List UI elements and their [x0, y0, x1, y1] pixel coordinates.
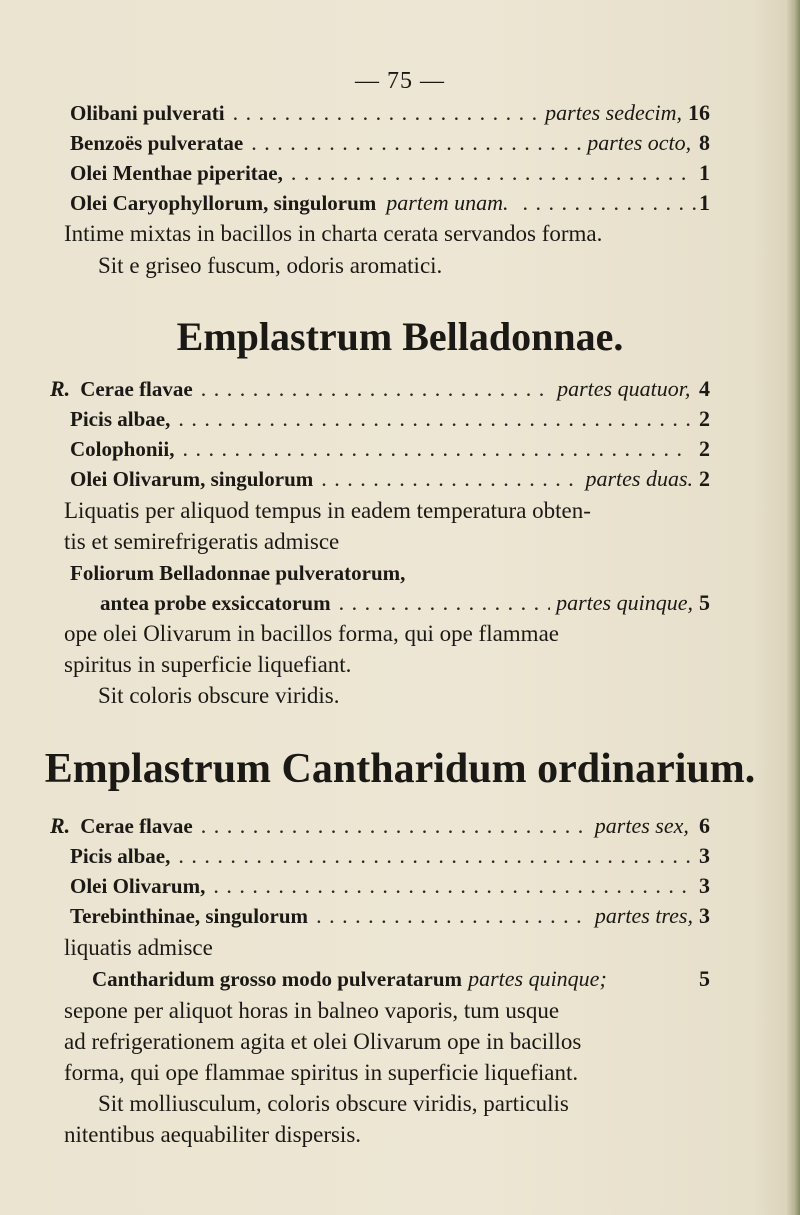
instruction-line: ad refrigerationem agita et olei Olivarum ope in bacillos [64, 1029, 582, 1054]
leader-dots [193, 811, 589, 841]
ingredient-quantity: 8 [699, 130, 710, 155]
ingredient-quantity: 5 [699, 590, 710, 615]
section-heading-belladonnae: Emplastrum Belladonnae. [176, 314, 624, 359]
ingredient-portion: partes sedecim, [545, 100, 682, 125]
ingredient-name: Cerae flavae [80, 377, 193, 401]
description-line: Sit molliusculum, coloris obscure viridis, particulis [98, 1091, 569, 1116]
ingredient-line [92, 964, 710, 994]
ingredient-line [50, 811, 710, 841]
ingredient-line [50, 374, 710, 404]
ingredient-quantity: 2 [699, 466, 710, 491]
ingredient-portion: partes quatuor, [557, 376, 691, 401]
ingredient-name: antea probe exsiccatorum [100, 591, 331, 615]
ingredient-portion: partes sex, [594, 813, 689, 838]
ingredient-name: Olei Olivarum, singulorum [70, 467, 314, 491]
description-line: Sit e griseo fuscum, odoris aromatici. [98, 253, 443, 278]
ingredient-line [70, 404, 710, 434]
ingredient-quantity: 2 [699, 406, 710, 431]
ingredient-quantity: 1 [699, 190, 710, 215]
ingredient-name: Benzoës pulveratae [70, 131, 244, 155]
instruction-line: Liquatis per aliquod tempus in eadem temperatura obten- [64, 498, 591, 523]
ingredient-portion: partes tres, [594, 903, 693, 928]
section-heading-cantharidum: Emplastrum Cantharidum ordinarium. [44, 746, 756, 792]
leader-dots [205, 871, 691, 901]
ingredient-portion: partes quinque, [556, 590, 693, 615]
ingredient-name: Terebinthinae, singulorum [70, 904, 309, 928]
ingredient-quantity: 3 [699, 843, 710, 868]
ingredient-portion: partes quinque; [468, 966, 607, 991]
ingredient-line [70, 434, 710, 464]
page-number: — 75 — [355, 68, 445, 94]
leader-dots [193, 374, 551, 404]
ingredient-quantity: 3 [699, 903, 710, 928]
ingredient-name: Cantharidum grosso modo pulveratarum [92, 967, 463, 991]
ingredient-line [70, 158, 710, 188]
leader-dots [170, 841, 690, 871]
ingredient-quantity: 4 [699, 376, 710, 401]
ingredient-name: Olei Caryophyllorum, singulorum [70, 191, 377, 215]
recipe-prefix: R. [50, 376, 71, 401]
ingredient-portion: partem unam. [386, 190, 509, 215]
ingredient-name: Olei Olivarum, [70, 874, 206, 898]
leader-dots [225, 98, 540, 128]
description-line: Sit coloris obscure viridis. [98, 683, 340, 708]
ingredient-quantity: 1 [699, 160, 710, 185]
ingredient-quantity: 6 [699, 813, 710, 838]
description-line: nitentibus aequabiliter dispersis. [64, 1122, 362, 1147]
instruction-line: forma, qui ope flammae spiritus in superficie liquefiant. [64, 1060, 579, 1085]
ingredient-line [70, 841, 710, 871]
ingredient-portion: partes octo, [587, 130, 692, 155]
ingredient-quantity: 3 [699, 873, 710, 898]
instruction-line: Intime mixtas in bacillos in charta cerata servandos forma. [64, 221, 603, 246]
ingredient-quantity: 2 [699, 436, 710, 461]
instruction-line: tis et semirefrigeratis admisce [64, 529, 340, 554]
recipe-prefix: R. [50, 813, 71, 838]
ingredient-line [70, 188, 710, 218]
ingredient-line [100, 588, 710, 618]
ingredient-line [70, 871, 710, 901]
ingredient-quantity: 5 [699, 966, 710, 991]
ingredient-line [70, 901, 710, 931]
leader-dots [331, 588, 551, 618]
ingredient-line [70, 464, 710, 494]
leader-dots [515, 188, 700, 218]
ingredient-portion: partes duas. [585, 466, 693, 491]
page-edge-shadow [786, 0, 800, 1215]
ingredient-name: Picis albae, [70, 407, 171, 431]
ingredient-name: Colophonii, [70, 437, 175, 461]
ingredient-line [70, 128, 710, 158]
ingredient-quantity: 16 [688, 100, 710, 125]
leader-dots [243, 128, 581, 158]
leader-dots [308, 901, 589, 931]
ingredient-line [70, 98, 710, 128]
ingredient-name: Picis albae, [70, 844, 171, 868]
ingredient-name: Olibani pulverati [70, 101, 225, 125]
instruction-line: ope olei Olivarum in bacillos forma, qui ope flammae [64, 621, 559, 646]
leader-dots [283, 158, 694, 188]
ingredient-line [70, 558, 710, 588]
leader-dots [313, 464, 579, 494]
instruction-line: sepone per aliquot horas in balneo vaporis, tum usque [64, 998, 560, 1023]
ingredient-name: Foliorum Belladonnae pulveratorum, [70, 561, 406, 585]
instruction-line: spiritus in superficie liquefiant. [64, 652, 352, 677]
leader-dots [174, 434, 690, 464]
ingredient-name: Olei Menthae piperitae, [70, 161, 283, 185]
ingredient-name: Cerae flavae [80, 814, 193, 838]
leader-dots [170, 404, 690, 434]
instruction-line: liquatis admisce [64, 935, 213, 960]
